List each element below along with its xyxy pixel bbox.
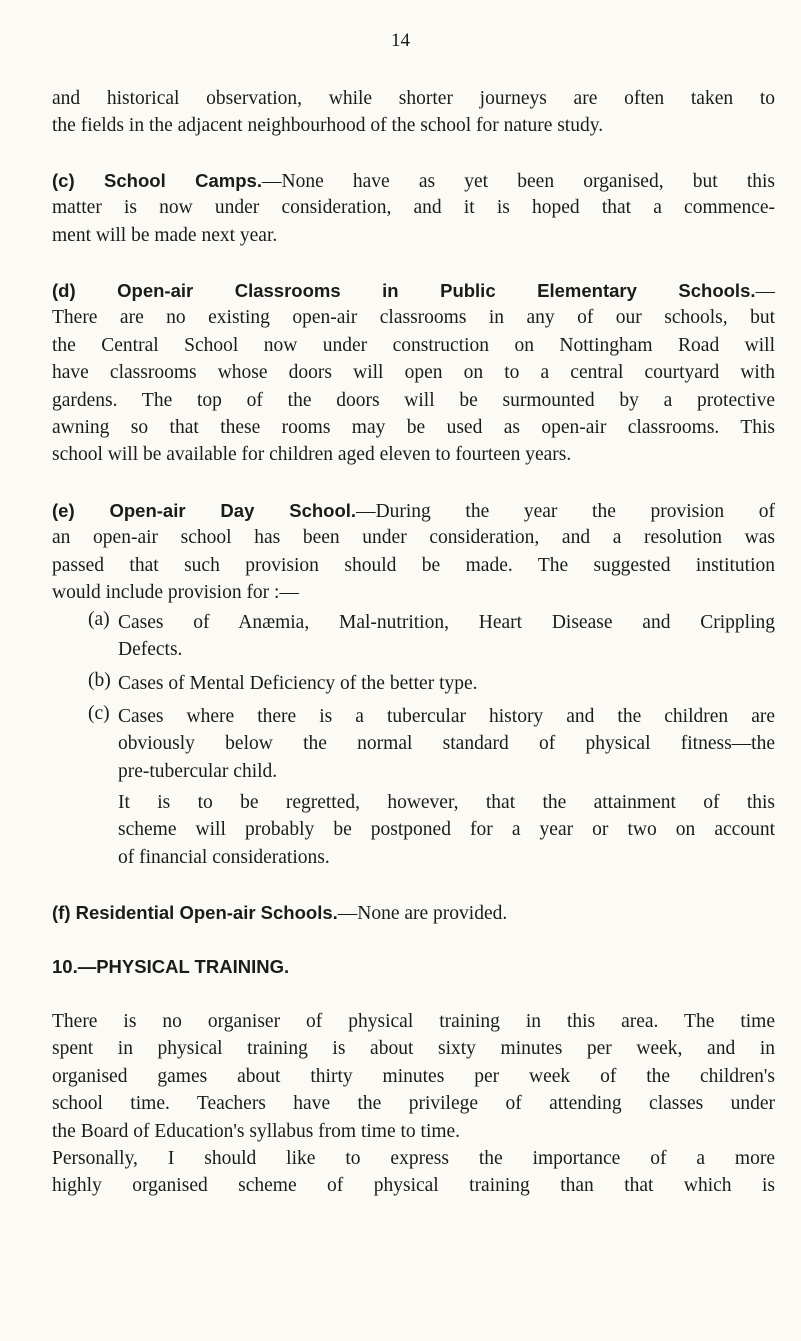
text-line bbox=[52, 85, 775, 112]
line-text: gardens. The top of the doors will be surmounted by a protective bbox=[52, 389, 775, 411]
line-text: There is no organiser of physical training in this area. The time bbox=[52, 1011, 775, 1032]
text-line bbox=[52, 1118, 775, 1145]
section-heading: (e) Open-air Day School. bbox=[52, 500, 357, 521]
text-line bbox=[52, 167, 775, 194]
line-text: the Board of Education's syllabus from time to time. bbox=[52, 1120, 461, 1142]
text-line bbox=[52, 441, 775, 468]
line-text: —During the year the provision of bbox=[356, 501, 775, 522]
text-line bbox=[52, 194, 775, 221]
text-line bbox=[52, 304, 775, 331]
text-line bbox=[52, 497, 775, 524]
text-line: obviously below the normal standard of physical fitness—the bbox=[118, 733, 775, 755]
section-heading: (f) Residential Open-air Schools. bbox=[52, 902, 338, 923]
text-line bbox=[52, 552, 775, 579]
section-heading: (d) Open-air Classrooms in Public Elementary Schools. bbox=[52, 280, 756, 301]
line-text: Personally, I should like to express the importance of a more bbox=[52, 1148, 775, 1169]
text-line bbox=[52, 359, 775, 386]
text-line bbox=[52, 277, 775, 304]
text-line bbox=[52, 222, 775, 249]
text-line: Defects. bbox=[118, 639, 183, 661]
line-text: the fields in the adjacent neighbourhood of the school for nature study. bbox=[52, 115, 604, 137]
section-heading: 10.—PHYSICAL TRAINING. bbox=[52, 956, 290, 977]
paragraph bbox=[52, 1008, 775, 1145]
paragraph bbox=[52, 85, 775, 140]
list-label: (b) bbox=[88, 670, 111, 691]
text-line bbox=[52, 1063, 775, 1090]
text-line: Cases of Anæmia, Mal-nutrition, Heart Disease and Crippling bbox=[118, 612, 775, 633]
text-line bbox=[52, 524, 775, 551]
text-line bbox=[52, 953, 775, 980]
text-line: pre-tubercular child. bbox=[118, 760, 278, 782]
line-text: spent in physical training is about sixty minutes per week, and in bbox=[52, 1038, 775, 1060]
text-line bbox=[52, 387, 775, 414]
line-text: an open-air school has been under consideration, and a resolution was bbox=[52, 527, 775, 549]
text-line bbox=[52, 899, 775, 926]
paragraph bbox=[52, 497, 775, 607]
text-line: Cases where there is a tubercular history and the children are bbox=[118, 706, 775, 727]
line-text: passed that such provision should be made. The suggested institution bbox=[52, 554, 775, 576]
list-item bbox=[88, 703, 775, 785]
list-label: (a) bbox=[88, 609, 110, 630]
line-text: school will be available for children aged eleven to fourteen years. bbox=[52, 444, 572, 466]
line-text: awning so that these rooms may be used as open-air classrooms. This bbox=[52, 416, 775, 438]
line-text: organised games about thirty minutes per week of the children's bbox=[52, 1065, 775, 1087]
line-text: school time. Teachers have the privilege of attending classes under bbox=[52, 1093, 775, 1115]
paragraph bbox=[52, 899, 775, 926]
text-line: It is to be regretted, however, that the attainment of this bbox=[118, 792, 775, 813]
page-number: 14 bbox=[391, 30, 410, 51]
text-line bbox=[52, 1090, 775, 1117]
text-line bbox=[52, 1145, 775, 1172]
line-text: There are no existing open-air classrooms in any of our schools, but bbox=[52, 307, 775, 329]
line-text: the Central School now under construction on Nottingham Road will bbox=[52, 334, 775, 356]
list-label: (c) bbox=[88, 703, 110, 724]
line-text: —None have as yet been organised, but this bbox=[261, 171, 775, 192]
line-text: —None are provided. bbox=[337, 903, 508, 924]
text-line bbox=[52, 332, 775, 359]
line-text: and historical observation, while shorter journeys are often taken to bbox=[52, 88, 775, 109]
line-text: matter is now under consideration, and it is hoped that a commence- bbox=[52, 197, 775, 219]
section-heading: (c) School Camps. bbox=[52, 170, 262, 191]
paragraph bbox=[52, 167, 775, 249]
line-text: — bbox=[755, 281, 775, 302]
line-text: would include provision for :— bbox=[52, 582, 299, 604]
line-text: ment will be made next year. bbox=[52, 224, 278, 246]
text-line bbox=[52, 1008, 775, 1035]
text-line bbox=[52, 579, 775, 606]
text-line: Cases of Mental Deficiency of the better type. bbox=[118, 673, 478, 694]
list-item bbox=[88, 670, 775, 697]
text-line bbox=[52, 414, 775, 441]
paragraph bbox=[52, 953, 775, 980]
text-line bbox=[52, 112, 775, 139]
paragraph bbox=[52, 277, 775, 469]
line-text: highly organised scheme of physical training than that which is bbox=[52, 1175, 775, 1197]
line-text: have classrooms whose doors will open on to a central courtyard with bbox=[52, 362, 775, 384]
text-line bbox=[52, 1172, 775, 1199]
text-line: scheme will probably be postponed for a year or two on account bbox=[118, 819, 775, 841]
paragraph bbox=[118, 789, 775, 871]
text-line: of financial considerations. bbox=[118, 846, 330, 868]
list-item bbox=[88, 609, 775, 664]
paragraph bbox=[52, 1145, 775, 1200]
text-line bbox=[52, 1035, 775, 1062]
